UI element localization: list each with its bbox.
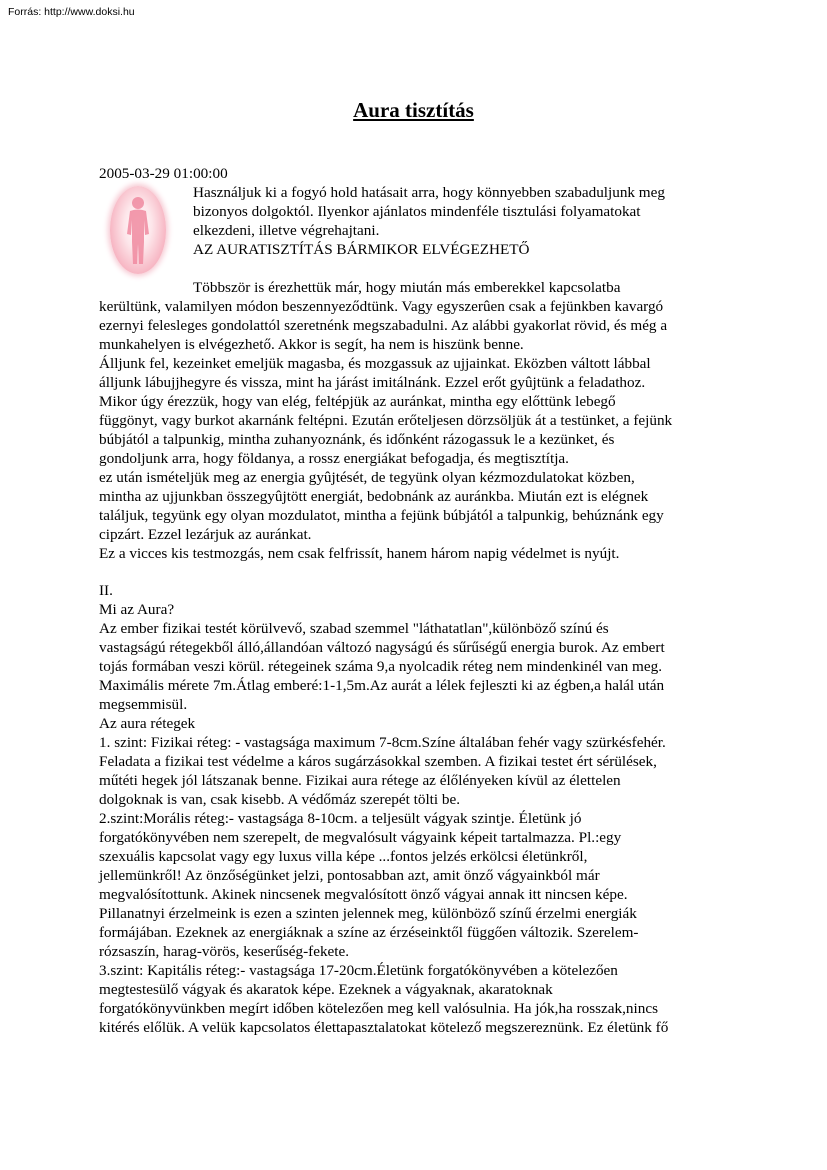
post-date: 2005-03-29 01:00:00 <box>99 165 228 182</box>
text-line: Ez a vicces kis testmozgás, nem csak felfrissít, hanem három napig védelmet is nyújt. <box>99 545 620 562</box>
text-line: Álljunk fel, kezeinket emeljük magasba, és mozgassuk az ujjainkat. Eközben váltott lábbal <box>99 355 651 372</box>
section-number: II. <box>99 582 113 599</box>
text-line: dolgoknak is van, csak kisebb. A védőmáz szerepét tölti be. <box>99 791 461 808</box>
text-line: búbjától a talpunkig, mintha zuhanyoznánk, és időnként rázogassuk le a kezünket, és <box>99 431 615 448</box>
intro-paragraph <box>193 183 733 259</box>
text-line: megsemmisül. <box>99 696 188 713</box>
text-line: forgatókönyvében nem szerepelt, de megvalósult vágyaink képeit tartalmazza. Pl.:egy <box>99 829 622 846</box>
text-line: tojás formában veszi körül. rétegeinek száma 9,a nyolcadik réteg nem mindenkinél van meg. <box>99 658 663 675</box>
text-line: rózsaszín, harag-vörös, keserűség-fekete. <box>99 943 350 960</box>
text-line: cipzárt. Ezzel lezárjuk az auránkat. <box>99 526 312 543</box>
text-line: forgatókönyvünkben megírt időben kötelezően meg kell valósulnia. Ha jók,ha rosszak,nincs <box>99 1000 658 1017</box>
intro-line: bizonyos dolgoktól. Ilyenkor ajánlatos mindenféle tisztulási folyamatokat <box>193 203 641 220</box>
aura-figure-icon <box>110 186 166 274</box>
text-line: kitérés előlük. A velük kapcsolatos élettapasztalatokat kötelező megszereznünk. Ez életünk fő <box>99 1019 669 1036</box>
aura-section <box>99 581 739 1037</box>
text-line: álljunk lábujjhegyre és vissza, mint ha járást imitálnánk. Ezzel erőt gyûjtünk a feladathoz. <box>99 374 646 391</box>
text-line: vastagságú rétegekből álló,állandóan változó nagyságú és sűrűségű energia burok. Az embert <box>99 639 665 656</box>
text-line: függönyt, vagy burkot akarnánk feltépni. Ezután erőteljesen dörzsöljük át a testünket, a fejünk <box>99 412 673 429</box>
text-line: műtéti hegek jól látszanak benne. Fizikai aura rétege az élőlényeken kívül az élettelen <box>99 772 621 789</box>
text-line: 1. szint: Fizikai réteg: - vastagsága maximum 7-8cm.Színe általában fehér vagy szürkésfehér. <box>99 734 666 751</box>
text-line: megvalósítottunk. Akinek nincsenek megvalósított önző vágyai annak itt nincsen képe. <box>99 886 628 903</box>
text-line: formájában. Ezeknek az energiáknak a színe az érzéseinktől függően változik. Szerelem- <box>99 924 639 941</box>
text-line: 2.szint:Morális réteg:- vastagsága 8-10cm. a teljesült vágyak szintje. Életünk jó <box>99 810 582 827</box>
text-line: gondoljunk arra, hogy földanya, a rossz energiákat befogadja, és megtisztítja. <box>99 450 569 467</box>
text-line: munkahelyen is elvégezhető. Akkor is segít, ha nem is hiszünk benne. <box>99 336 524 353</box>
text-line: Mikor úgy érezzük, hogy van elég, feltépjük az auránkat, mintha egy előttünk lebegő <box>99 393 616 410</box>
text-line: kerültünk, valamilyen módon beszennyeződtünk. Vagy egyszerûen csak a fejünkben kavargó <box>99 298 664 315</box>
text-line: ezernyi felesleges gondolattól szeretnénk megszabadulni. Az alábbi gyakorlat rövid, és még a <box>99 317 668 334</box>
intro-line: elkezdeni, illetve végrehajtani. <box>193 222 380 239</box>
text-line: megtestesülő vágyak és akaratok képe. Ezeknek a vágyaknak, akaratoknak <box>99 981 553 998</box>
text-line: Az ember fizikai testét körülvevő, szabad szemmel "láthatatlan",különböző színú és <box>99 620 609 637</box>
section-heading: Mi az Aura? <box>99 601 175 618</box>
subsection-heading: Az aura rétegek <box>99 715 196 732</box>
text-line: mintha az ujjunkban összegyûjtött energiát, bedobnánk az auránkba. Miután ezt is elégnek <box>99 488 649 505</box>
text-line: találjuk, tegyünk egy olyan mozdulatot, mintha a fejünk búbjától a talpunkig, behúznánk egy <box>99 507 664 524</box>
source-label: Forrás: http://www.doksi.hu <box>8 6 135 18</box>
text-line: 3.szint: Kapitális réteg:- vastagsága 17-20cm.Életünk forgatókönyvében a kötelezően <box>99 962 618 979</box>
intro-heading: AZ AURATISZTÍTÁS BÁRMIKOR ELVÉGEZHETŐ <box>193 241 530 258</box>
text-line: Pillanatnyi érzelmeink is ezen a szinten jelennek meg, különböző színű érzelmi energiák <box>99 905 637 922</box>
text-line: ez után ismételjük meg az energia gyûjtését, de tegyünk olyan kézmozdulatokat közben, <box>99 469 635 486</box>
page-title: Aura tisztítás <box>353 98 474 122</box>
text-line: Maximális mérete 7m.Átlag emberé:1-1,5m.Az aurát a lélek fejleszti ki az égben,a halál után <box>99 677 665 694</box>
text-line: szexuális kapcsolat vagy egy luxus villa képe ...fontos jelzés erkölcsi életünkről, <box>99 848 588 865</box>
text-line: jellemünkről! Az önzőségünket jelzi, pontosabban azt, amit önző vágyainkból már <box>99 867 600 884</box>
intro-line: Használjuk ki a fogyó hold hatásait arra, hogy könnyebben szabaduljunk meg <box>193 184 665 201</box>
exercise-section <box>99 278 739 563</box>
text-line: Többször is érezhettük már, hogy miután más emberekkel kapcsolatba <box>193 279 621 296</box>
text-line: Feladata a fizikai test védelme a káros sugárzásokkal szemben. A fizikai testet ért sérülések, <box>99 753 657 770</box>
